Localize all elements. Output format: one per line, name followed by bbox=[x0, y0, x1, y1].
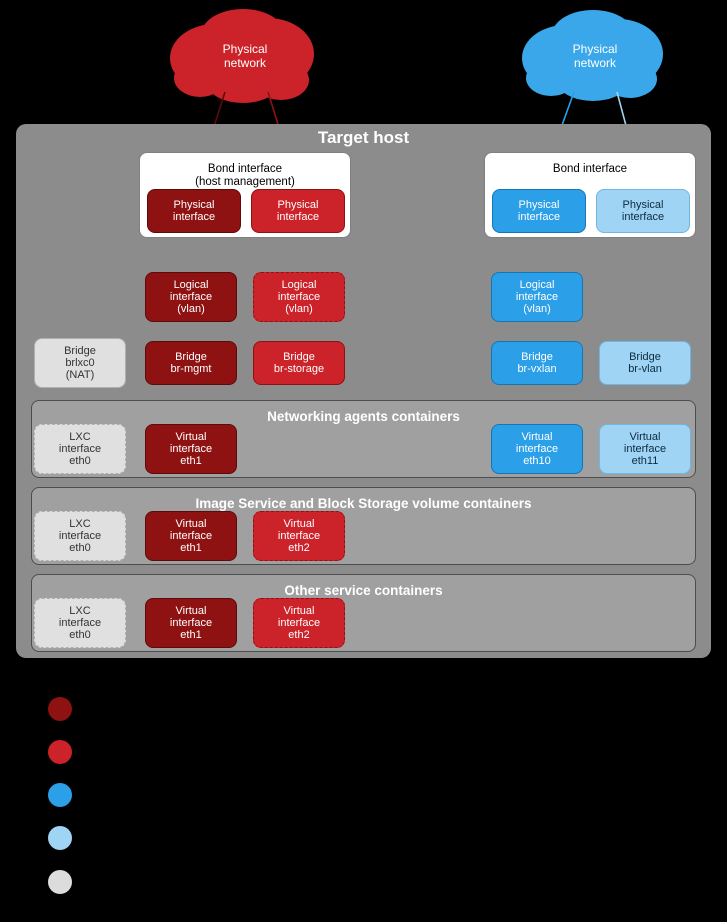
virtual-interface-eth10-agents: Virtual interface eth10 bbox=[491, 424, 583, 474]
group-image-block-storage-title: Image Service and Block Storage volume containers bbox=[195, 496, 532, 511]
virtual-interface-eth1-storage: Virtual interface eth1 bbox=[145, 511, 237, 561]
virtual-interface-eth1-other: Virtual interface eth1 bbox=[145, 598, 237, 648]
legend-item-blue bbox=[48, 783, 86, 807]
legend-item-lightblue bbox=[48, 826, 86, 850]
bond-interface-right-label: Bond interface bbox=[552, 163, 628, 175]
legend-item-red bbox=[48, 740, 86, 764]
bridge-brlxc0: Bridge brlxc0 (NAT) bbox=[34, 338, 126, 388]
cloud-right-label: Physical network bbox=[572, 42, 618, 70]
logical-interface-vlan-vxlan: Logical interface (vlan) bbox=[491, 272, 583, 322]
virtual-interface-eth2-storage: Virtual interface eth2 bbox=[253, 511, 345, 561]
lxc-interface-eth0-agents: LXC interface eth0 bbox=[34, 424, 126, 474]
virtual-interface-eth1-agents: Virtual interface eth1 bbox=[145, 424, 237, 474]
bridge-br-mgmt: Bridge br-mgmt bbox=[145, 341, 237, 385]
bridge-br-storage: Bridge br-storage bbox=[253, 341, 345, 385]
physical-interface-4: Physical interface bbox=[596, 189, 690, 233]
logical-interface-vlan-storage: Logical interface (vlan) bbox=[253, 272, 345, 322]
legend-swatch-red bbox=[48, 740, 72, 764]
bridge-br-vxlan: Bridge br-vxlan bbox=[491, 341, 583, 385]
legend-swatch-blue bbox=[48, 783, 72, 807]
cloud-left-shape bbox=[170, 9, 314, 103]
legend-item-darkred bbox=[48, 697, 86, 721]
lxc-interface-eth0-storage: LXC interface eth0 bbox=[34, 511, 126, 561]
physical-interface-3: Physical interface bbox=[492, 189, 586, 233]
lxc-interface-eth0-other: LXC interface eth0 bbox=[34, 598, 126, 648]
logical-interface-vlan-mgmt: Logical interface (vlan) bbox=[145, 272, 237, 322]
virtual-interface-eth11-agents: Virtual interface eth11 bbox=[599, 424, 691, 474]
cloud-right-shape bbox=[522, 10, 663, 101]
bond-interface-left-label: Bond interface (host management) bbox=[195, 163, 295, 189]
legend-item-grey bbox=[48, 870, 86, 894]
cloud-left-label: Physical network bbox=[222, 42, 268, 70]
physical-interface-1: Physical interface bbox=[147, 189, 241, 233]
legend-swatch-lightblue bbox=[48, 826, 72, 850]
page-title: Target host bbox=[317, 128, 410, 147]
bridge-br-vlan: Bridge br-vlan bbox=[599, 341, 691, 385]
legend-swatch-darkred bbox=[48, 697, 72, 721]
group-networking-agents-title: Networking agents containers bbox=[267, 409, 460, 424]
virtual-interface-eth2-other: Virtual interface eth2 bbox=[253, 598, 345, 648]
group-other-services-title: Other service containers bbox=[284, 583, 443, 598]
legend-swatch-grey bbox=[48, 870, 72, 894]
physical-interface-2: Physical interface bbox=[251, 189, 345, 233]
